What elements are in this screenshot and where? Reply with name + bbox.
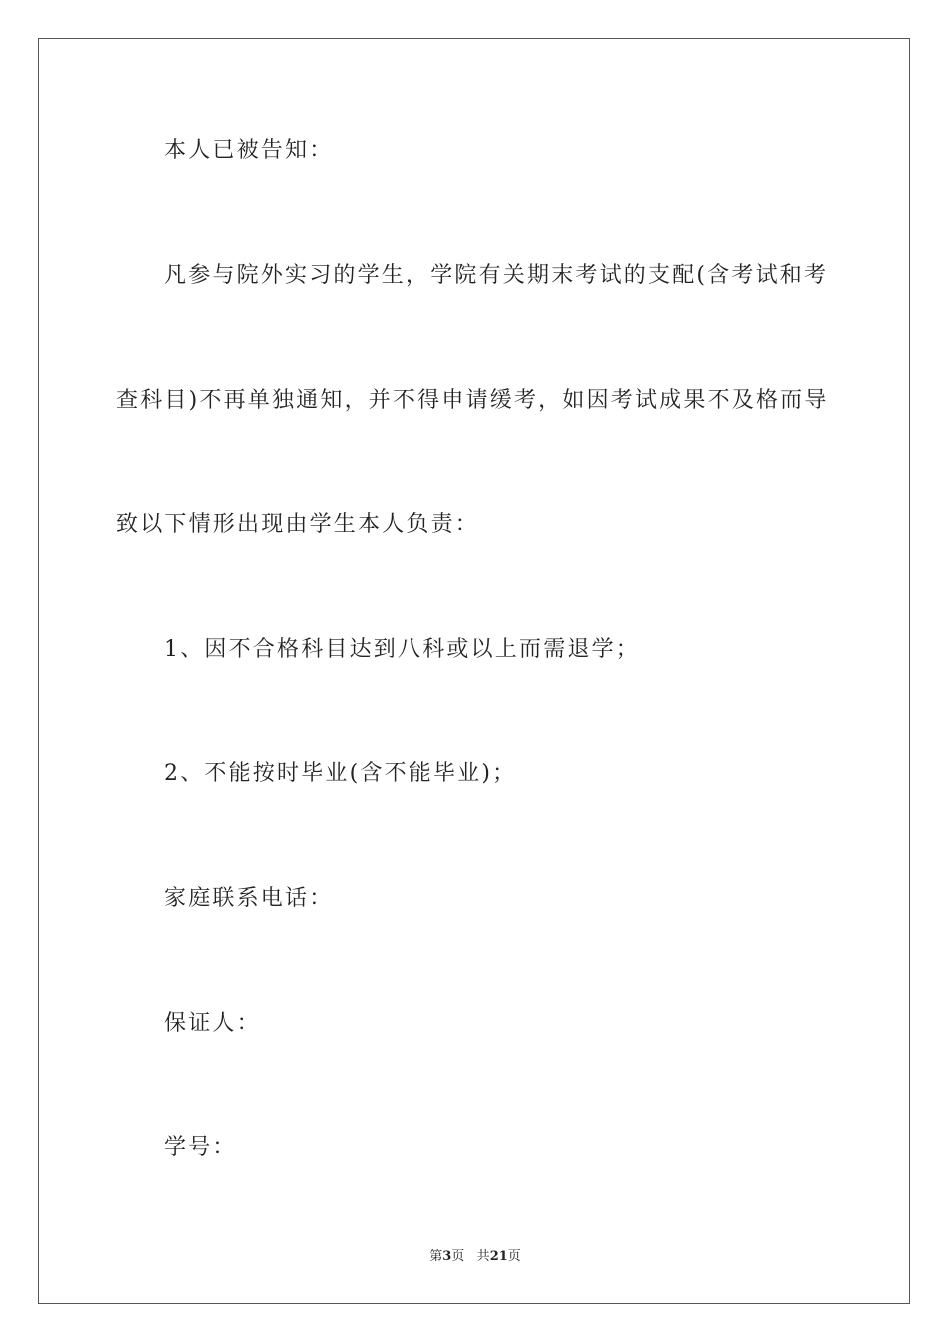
footer-total-prefix: 共 [476, 1249, 490, 1264]
paragraph-line-1: 凡参与院外实习的学生，学院有关期末考试的支配(含考试和考 [164, 263, 829, 288]
paragraph-line-3: 致以下情形出现由学生本人负责： [116, 512, 480, 537]
page-border [38, 38, 910, 1304]
footer-page-prefix: 第 [429, 1249, 443, 1264]
footer-total-suffix: 页 [507, 1249, 521, 1264]
list-item-2: 2、不能按时毕业(含不能毕业)； [164, 761, 517, 786]
list-item-1: 1、因不合格科目达到八科或以上而需退学； [164, 637, 640, 662]
paragraph-line-2: 查科目)不再单独通知，并不得申请缓考，如因考试成果不及格而导 [116, 388, 829, 413]
guarantor-label: 保证人： [164, 1011, 261, 1036]
family-phone-label: 家庭联系电话： [164, 886, 334, 911]
notice-heading: 本人已被告知： [164, 138, 334, 163]
footer-page-suffix: 页 [451, 1249, 465, 1264]
page-footer [0, 1249, 950, 1265]
footer-page-number: 3 [442, 1249, 452, 1264]
student-id-label: 学号： [164, 1135, 237, 1160]
footer-total-pages: 21 [489, 1249, 508, 1264]
